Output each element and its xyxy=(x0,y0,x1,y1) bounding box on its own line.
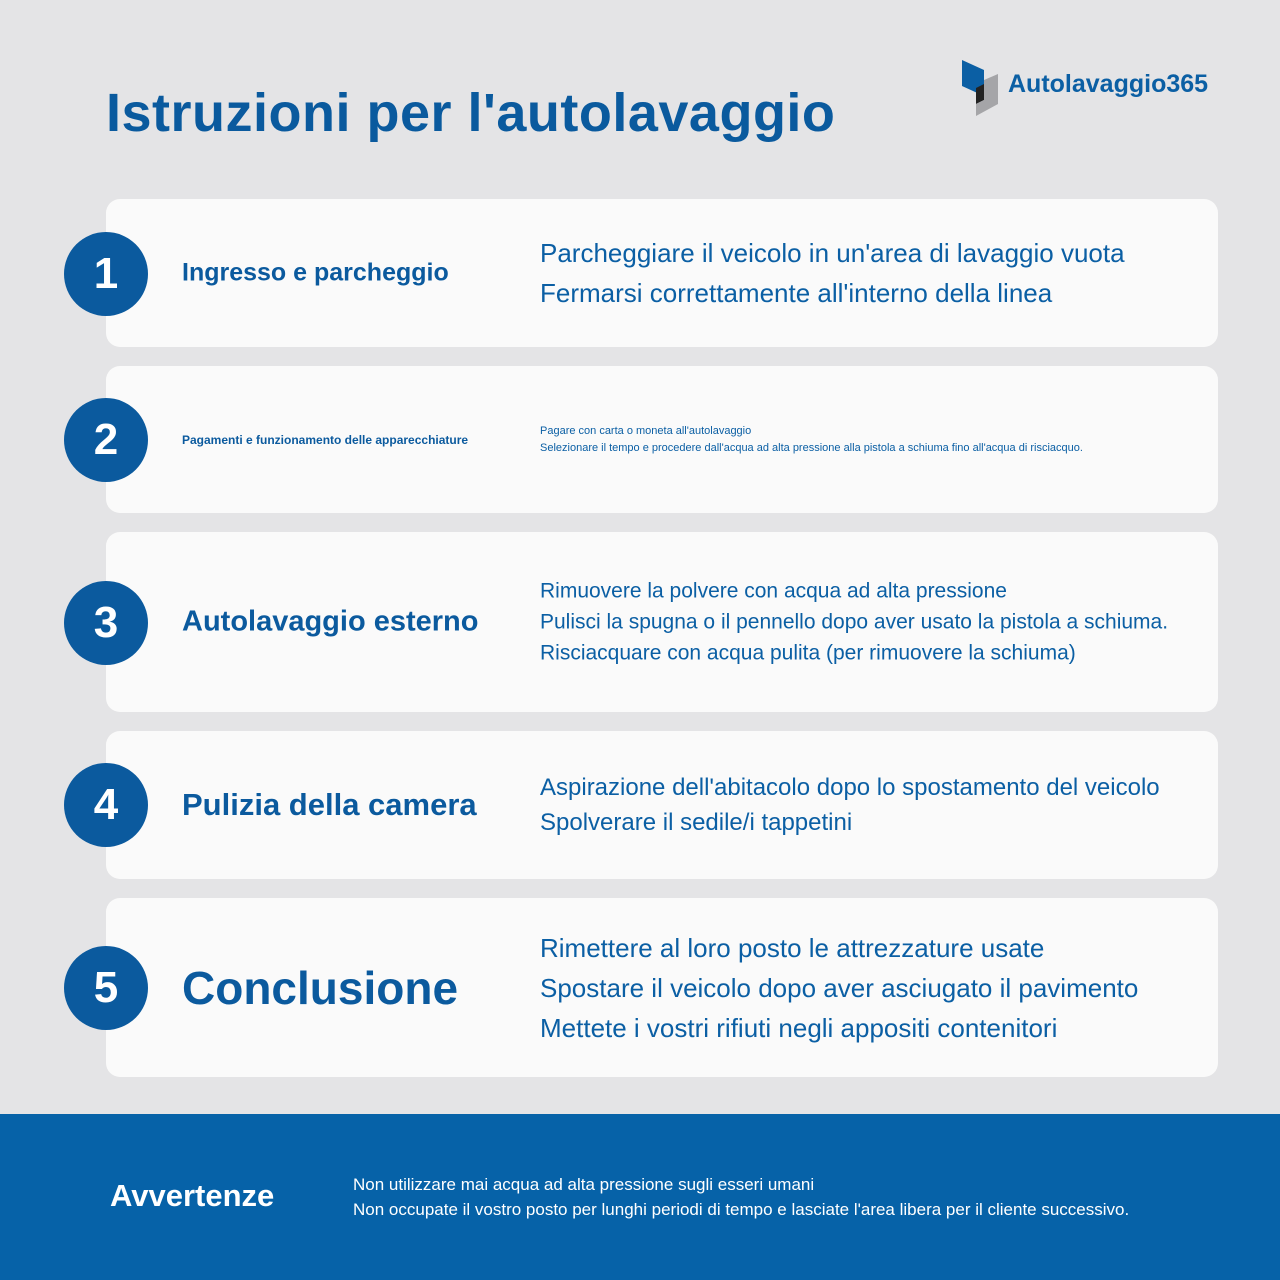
step-line: Parcheggiare il veicolo in un'area di lavaggio vuota xyxy=(540,238,1125,268)
step-line: Selezionare il tempo e procedere dall'acqua ad alta pressione alla pistola a schiuma fino all'acqua di risciacquo. xyxy=(540,441,1083,454)
page-title: Istruzioni per l'autolavaggio xyxy=(106,83,836,143)
step-line: Rimettere al loro posto le attrezzature usate xyxy=(540,932,1045,963)
step-line: Mettete i vostri rifiuti negli appositi contenitori xyxy=(540,1012,1058,1043)
step-card xyxy=(106,199,1218,347)
step-number: 3 xyxy=(64,581,148,665)
step-line: Fermarsi correttamente all'interno della linea xyxy=(540,278,1053,308)
step-line: Spostare il veicolo dopo aver asciugato il pavimento xyxy=(540,972,1139,1003)
step-line: Rimuovere la polvere con acqua ad alta pressione xyxy=(540,579,1007,603)
step-title: Pulizia della camera xyxy=(182,787,477,822)
step-title: Autolavaggio esterno xyxy=(182,605,479,638)
step-line: Aspirazione dell'abitacolo dopo lo spostamento del veicolo xyxy=(540,774,1160,801)
warning-line: Non utilizzare mai acqua ad alta pressione sugli esseri umani xyxy=(353,1175,815,1194)
warnings-title: Avvertenze xyxy=(110,1178,275,1213)
warnings-footer xyxy=(0,1114,1280,1280)
step-title: Conclusione xyxy=(182,961,459,1014)
step-card xyxy=(106,366,1218,513)
step-card xyxy=(106,731,1218,879)
brand-logo xyxy=(962,60,1208,116)
step-card xyxy=(106,532,1218,712)
step-title: Pagamenti e funzionamento delle apparecchiature xyxy=(182,432,469,447)
step-line: Spolverare il sedile/i tappetini xyxy=(540,809,853,836)
step-number: 5 xyxy=(64,946,148,1030)
step-title: Ingresso e parcheggio xyxy=(182,258,449,287)
step-line: Risciacquare con acqua pulita (per rimuovere la schiuma) xyxy=(540,641,1076,665)
logo-icon xyxy=(962,60,1000,116)
step-card xyxy=(106,898,1218,1077)
step-number: 1 xyxy=(64,232,148,316)
warning-line: Non occupate il vostro posto per lunghi periodi di tempo e lasciate l'area libera per il cliente successivo. xyxy=(353,1200,1130,1219)
step-line: Pagare con carta o moneta all'autolavaggio xyxy=(540,424,752,437)
step-line: Pulisci la spugna o il pennello dopo aver usato la pistola a schiuma. xyxy=(540,610,1169,634)
step-number: 2 xyxy=(64,398,148,482)
brand-name: Autolavaggio365 xyxy=(1008,69,1209,98)
step-number: 4 xyxy=(64,763,148,847)
